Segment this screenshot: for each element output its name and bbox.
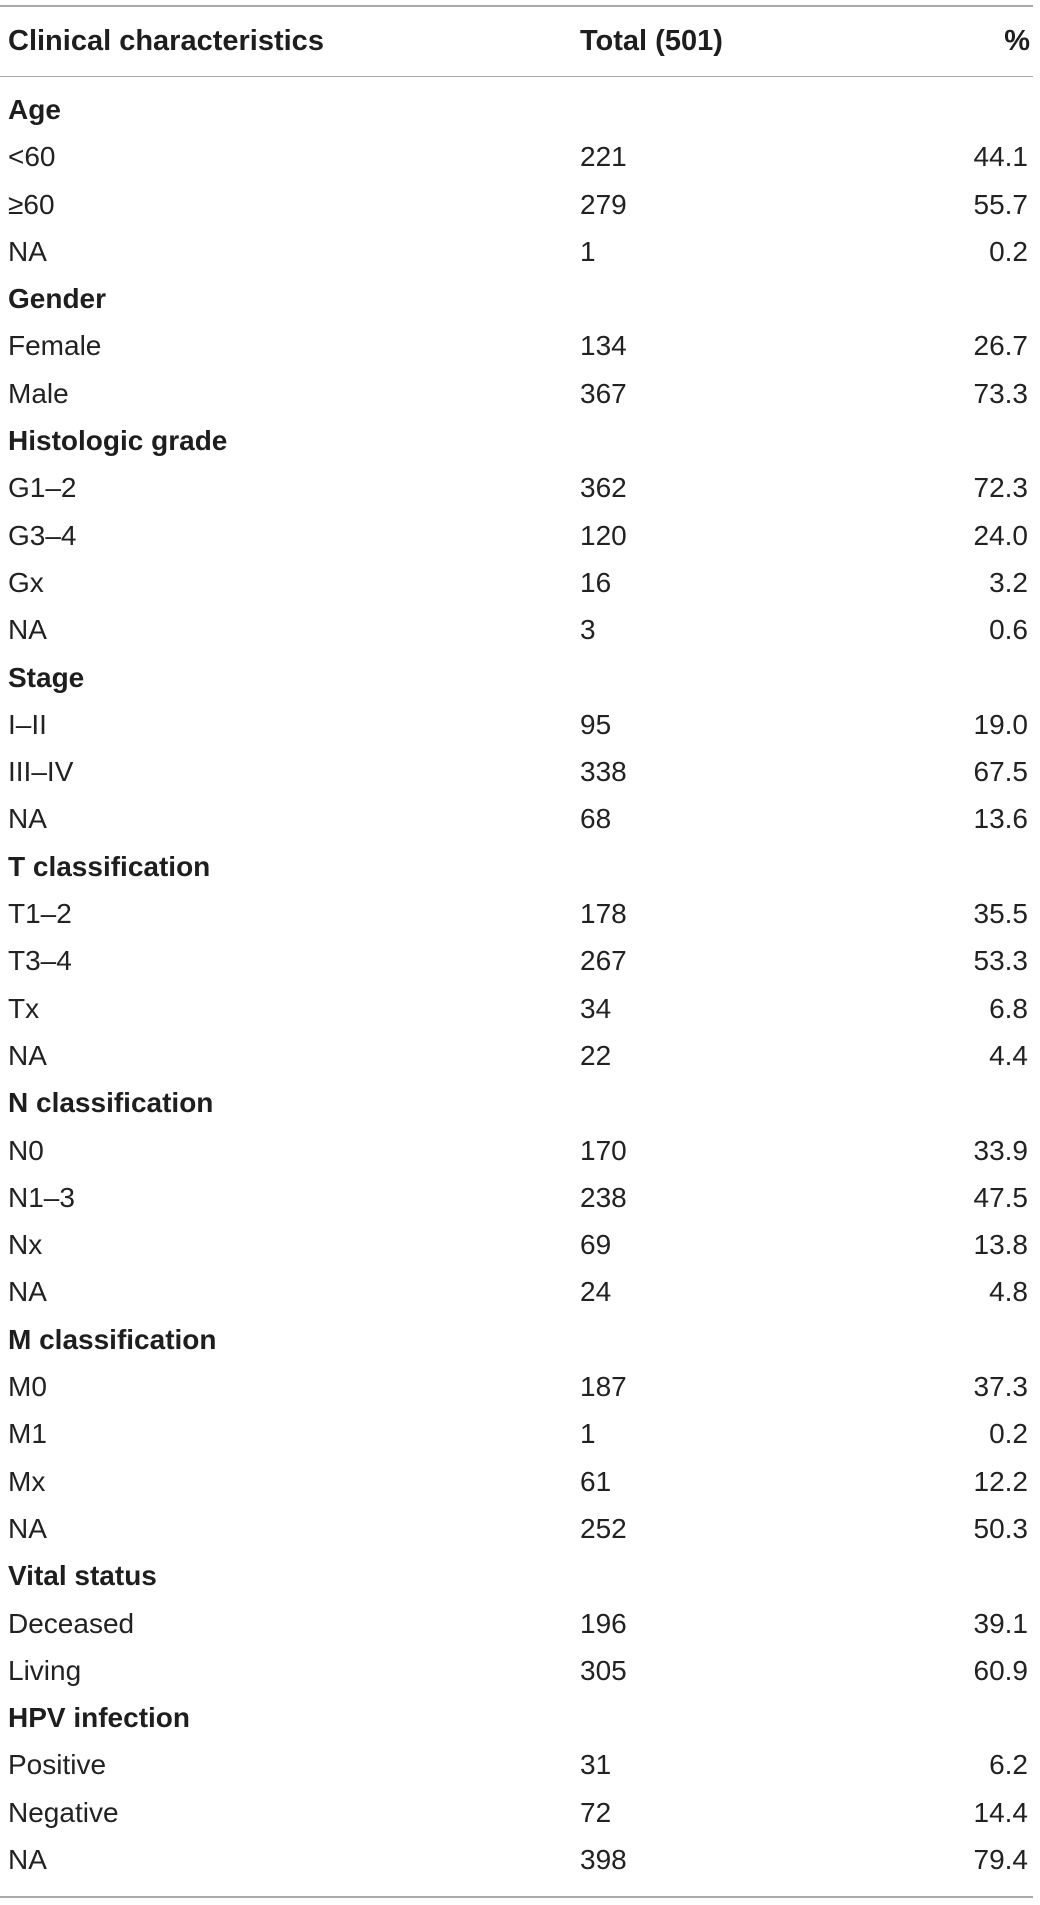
table-row (0, 612, 1040, 659)
row-percent: 0.2 (989, 1418, 1028, 1450)
group-header-row (0, 660, 1040, 707)
table-row (0, 1416, 1040, 1463)
row-label: Male (8, 377, 69, 409)
table-row (0, 801, 1040, 848)
group-header-row (0, 1085, 1040, 1132)
row-label: I–II (8, 708, 47, 740)
row-total: 61 (580, 1465, 612, 1497)
row-label: <60 (8, 141, 56, 173)
row-label: Mx (8, 1465, 46, 1497)
row-label: Negative (8, 1796, 119, 1828)
row-percent: 24.0 (973, 519, 1028, 551)
row-percent: 4.4 (989, 1039, 1028, 1071)
row-percent: 33.9 (973, 1134, 1028, 1166)
row-percent: 6.2 (989, 1749, 1028, 1781)
group-label: Age (8, 94, 61, 125)
row-total: 120 (580, 519, 627, 551)
table-row (0, 943, 1040, 990)
row-total: 252 (580, 1512, 627, 1544)
row-percent: 67.5 (973, 756, 1028, 788)
group-header-row (0, 281, 1040, 328)
row-label: M1 (8, 1418, 47, 1450)
row-percent: 13.6 (973, 803, 1028, 835)
row-label: III–IV (8, 756, 74, 788)
table-row (0, 518, 1040, 565)
row-total: 16 (580, 566, 612, 598)
row-total: 1 (580, 235, 596, 267)
group-label: Gender (8, 283, 107, 315)
table-bottom-rule (0, 1896, 1033, 1898)
row-label: Nx (8, 1229, 43, 1261)
table-row (0, 376, 1040, 423)
row-total: 367 (580, 377, 627, 409)
row-total: 305 (580, 1654, 627, 1686)
row-total: 34 (580, 992, 612, 1024)
table-row (0, 328, 1040, 375)
row-total: 134 (580, 330, 627, 362)
row-label: G1–2 (8, 472, 77, 504)
group-header-row (0, 1700, 1040, 1747)
row-label: Tx (8, 992, 40, 1024)
row-percent: 37.3 (973, 1371, 1028, 1403)
table-row (0, 991, 1040, 1038)
row-percent: 13.8 (973, 1229, 1028, 1261)
row-total: 398 (580, 1843, 627, 1875)
row-total: 187 (580, 1371, 627, 1403)
row-label: T3–4 (8, 945, 72, 977)
table-row (0, 1747, 1040, 1794)
row-total: 31 (580, 1749, 612, 1781)
row-label: NA (8, 235, 47, 267)
table-header-row (0, 6, 1040, 76)
group-header-row (0, 92, 1040, 139)
row-percent: 0.2 (989, 235, 1028, 267)
table-body (0, 92, 1040, 1889)
row-total: 22 (580, 1039, 612, 1071)
row-percent: 6.8 (989, 992, 1028, 1024)
header-percent: % (1004, 25, 1030, 57)
table-row (0, 1653, 1040, 1700)
table-row (0, 565, 1040, 612)
table-row (0, 1180, 1040, 1227)
group-label: HPV infection (8, 1702, 191, 1734)
row-percent: 55.7 (973, 188, 1028, 220)
group-label: M classification (8, 1323, 217, 1355)
row-total: 362 (580, 472, 627, 504)
row-total: 178 (580, 898, 627, 930)
row-percent: 53.3 (973, 945, 1028, 977)
table-row (0, 1133, 1040, 1180)
row-label: N1–3 (8, 1181, 75, 1213)
row-label: Living (8, 1654, 82, 1686)
group-header-row (0, 423, 1040, 470)
row-label: NA (8, 803, 47, 835)
group-header-row (0, 1322, 1040, 1369)
row-total: 3 (580, 614, 596, 646)
row-label: T1–2 (8, 898, 72, 930)
row-label: NA (8, 1276, 47, 1308)
table-row (0, 754, 1040, 801)
group-label: Vital status (8, 1560, 157, 1592)
table-row (0, 707, 1040, 754)
row-percent: 4.8 (989, 1276, 1028, 1308)
row-total: 68 (580, 803, 612, 835)
row-percent: 0.6 (989, 614, 1028, 646)
row-label: Gx (8, 566, 44, 598)
row-percent: 35.5 (973, 898, 1028, 930)
table-row (0, 470, 1040, 517)
table-row (0, 1511, 1040, 1558)
row-percent: 39.1 (973, 1607, 1028, 1639)
row-label: Positive (8, 1749, 107, 1781)
row-percent: 47.5 (973, 1181, 1028, 1213)
row-total: 267 (580, 945, 627, 977)
group-label: Histologic grade (8, 425, 228, 457)
row-percent: 73.3 (973, 377, 1028, 409)
row-percent: 60.9 (973, 1654, 1028, 1686)
row-total: 170 (580, 1134, 627, 1166)
table-row (0, 1795, 1040, 1842)
row-total: 72 (580, 1796, 612, 1828)
row-label: NA (8, 614, 47, 646)
row-total: 24 (580, 1276, 612, 1308)
row-label: M0 (8, 1371, 47, 1403)
table-row (0, 1842, 1040, 1889)
row-percent: 44.1 (973, 141, 1028, 173)
row-label: NA (8, 1843, 47, 1875)
group-label: Stage (8, 661, 85, 693)
row-percent: 14.4 (973, 1796, 1028, 1828)
row-percent: 19.0 (973, 708, 1028, 740)
row-percent: 79.4 (973, 1843, 1028, 1875)
table-row (0, 1464, 1040, 1511)
table-row (0, 1227, 1040, 1274)
row-total: 238 (580, 1181, 627, 1213)
row-total: 95 (580, 708, 612, 740)
row-total: 69 (580, 1229, 612, 1261)
row-percent: 50.3 (973, 1512, 1028, 1544)
row-total: 338 (580, 756, 627, 788)
row-percent: 12.2 (973, 1465, 1028, 1497)
group-label: N classification (8, 1087, 214, 1119)
header-characteristic: Clinical characteristics (8, 25, 324, 57)
row-label: G3–4 (8, 519, 77, 551)
row-label: Deceased (8, 1607, 135, 1639)
table-row (0, 187, 1040, 234)
row-percent: 3.2 (989, 566, 1028, 598)
row-total: 279 (580, 188, 627, 220)
row-label: Female (8, 330, 102, 362)
row-percent: 26.7 (973, 330, 1028, 362)
row-percent: 72.3 (973, 472, 1028, 504)
table-header-rule (0, 76, 1033, 77)
table-row (0, 1038, 1040, 1085)
table-row (0, 139, 1040, 186)
table-row (0, 1606, 1040, 1653)
row-label: ≥60 (8, 188, 55, 220)
header-total: Total (501) (580, 25, 723, 57)
table-row (0, 1274, 1040, 1321)
row-label: N0 (8, 1134, 44, 1166)
row-label: NA (8, 1512, 47, 1544)
row-total: 196 (580, 1607, 627, 1639)
table-row (0, 896, 1040, 943)
row-total: 1 (580, 1418, 596, 1450)
group-header-row (0, 849, 1040, 896)
group-header-row (0, 1558, 1040, 1605)
row-label: NA (8, 1039, 47, 1071)
row-total: 221 (580, 141, 627, 173)
table-row (0, 1369, 1040, 1416)
group-label: T classification (8, 850, 211, 882)
table-row (0, 234, 1040, 281)
